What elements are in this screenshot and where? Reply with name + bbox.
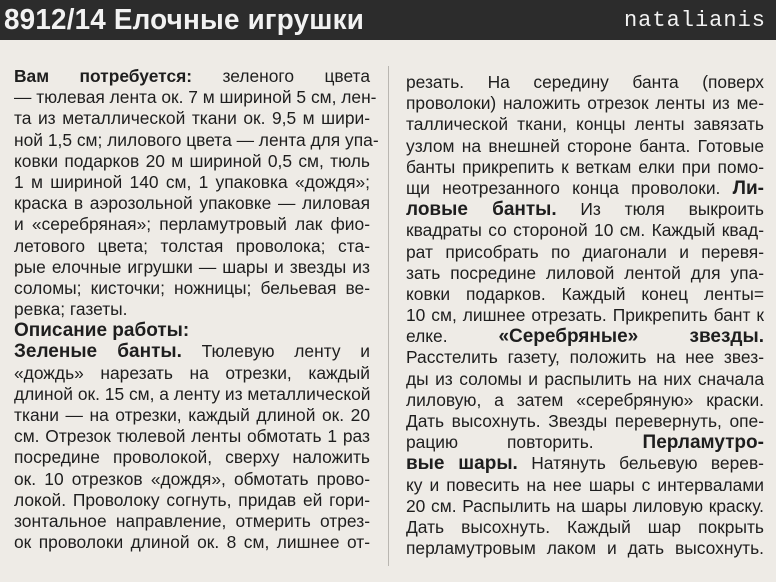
text-line: та из металлической ткани ок. 9,5 м шири-: [14, 108, 370, 129]
silver-stars-heading: «Серебряные» звезды.: [498, 326, 764, 348]
text-line: Дать высохнуть. Каждый шар покрыть: [406, 516, 764, 537]
text-line: [406, 432, 764, 453]
text-span: елке.: [406, 326, 448, 347]
text-line: ды из соломы и распылить на них сначала: [406, 368, 764, 389]
text-line: рат присобрать по диагонали и перевя-: [406, 241, 764, 262]
text-line: [406, 199, 764, 220]
text-line: ткани — на отрезки, каждый длиной ок. 20: [14, 405, 370, 425]
text-line: [406, 326, 764, 347]
text-line: 10 см, лишнее отрезать. Прикрепить бант к: [406, 305, 764, 326]
text-line: и «серебряная»; перламутровый лак фио-: [14, 214, 370, 235]
text-line: [14, 341, 370, 362]
text-line: соломы; кисточки; ножницы; бельевая ве-: [14, 277, 370, 298]
text-line: ок. 10 отрезков «дождя», обмотать прово-: [14, 468, 370, 489]
text-line: — тюлевая лента ок. 7 м шириной 5 см, лен-: [14, 87, 377, 108]
lilac-bows-heading: Ли-: [732, 177, 764, 199]
text-line: [406, 453, 764, 474]
text-line: ковки подарков 20 м шириной 0,5 см, тюль: [14, 150, 370, 171]
lilac-bows-heading-cont: ловые банты.: [406, 199, 557, 221]
text-line: зать посредине лиловой лентой для упа-: [406, 262, 764, 283]
author-watermark: natalianis: [623, 8, 766, 33]
text-line: проволоки) наложить отрезок ленты из ме-: [406, 93, 764, 114]
text-line: рые елочные игрушки — шары и звезды из: [14, 256, 370, 277]
text-line: ревка; газеты.: [14, 299, 128, 320]
text-line: посредине проволокой, сверху наложить: [14, 447, 370, 468]
text-line: зонтальное направление, отмерить отрез-: [14, 510, 370, 531]
text-line: см. Отрезок тюлевой ленты обмотать 1 раз: [14, 426, 370, 447]
text-line: таллической ткани, концы ленты завязать: [406, 114, 764, 135]
text-line: [14, 66, 370, 87]
text-line: краска в аэрозольной упаковке — лиловая: [14, 193, 370, 214]
text-line: [406, 178, 764, 199]
text-line: квадраты со стороной 10 см. Каждый квад-: [406, 220, 764, 241]
text-span: Тюлевую ленту и: [181, 341, 370, 362]
text-line: «дождь» нарезать на отрезки, каждый: [14, 362, 370, 383]
text-span: зеленого цвета: [192, 66, 370, 86]
materials-heading: Вам потребуется:: [14, 66, 193, 86]
green-bows-heading: Зеленые банты.: [14, 341, 182, 363]
header-bar: [0, 0, 776, 40]
text-span: Натянуть бельевую верев-: [517, 453, 764, 474]
pearl-balls-heading: Перламутро-: [642, 432, 764, 454]
text-line: узлом на внешней стороне банта. Готовые: [406, 135, 764, 156]
text-line: резать. На середину банта (поверх: [406, 72, 764, 92]
pearl-balls-heading-cont: вые шары.: [406, 453, 518, 475]
text-span: Из тюля выкроить: [556, 199, 764, 220]
text-line: летового цвета; толстая проволока; ста-: [14, 235, 370, 256]
work-heading: Описание работы:: [14, 320, 190, 342]
text-line: лиловую, а затем «серебряную» краски.: [406, 389, 764, 410]
text-line: ку и повесить на нее шары с интервалами: [406, 474, 764, 495]
text-span: рацию повторить.: [406, 432, 594, 453]
text-line: локой. Проволоку согнуть, придав ей гори-: [14, 489, 370, 510]
text-line: ной 1,5 см; лилового цвета — лента для упа-: [14, 129, 379, 150]
text-line: 20 см. Распылить на шары лиловую краску.: [406, 495, 764, 516]
text-line: перламутровым лаком и дать высохнуть.: [406, 538, 764, 559]
right-column: [406, 72, 764, 559]
page-title: 8912/14 Елочные игрушки: [4, 4, 365, 36]
text-line: 1 м шириной 140 см, 1 упаковка «дождя»;: [14, 171, 370, 192]
text-line: ковки подарков. Каждый конец ленты=: [406, 283, 764, 304]
text-line: Расстелить газету, положить на нее звез-: [406, 347, 764, 368]
column-divider: [388, 66, 389, 566]
text-line: длиной ок. 15 см, а ленту из металлической: [14, 383, 371, 404]
text-line: ок проволоки длиной ок. 8 см, лишнее от-: [14, 532, 370, 553]
text-line: Дать высохнуть. Звезды перевернуть, опе-: [406, 411, 764, 431]
text-span: щи неотрезанного конца проволоки.: [406, 177, 721, 198]
text-line: банты прикрепить к веткам елки при помо-: [406, 156, 764, 177]
left-column: [14, 66, 379, 553]
